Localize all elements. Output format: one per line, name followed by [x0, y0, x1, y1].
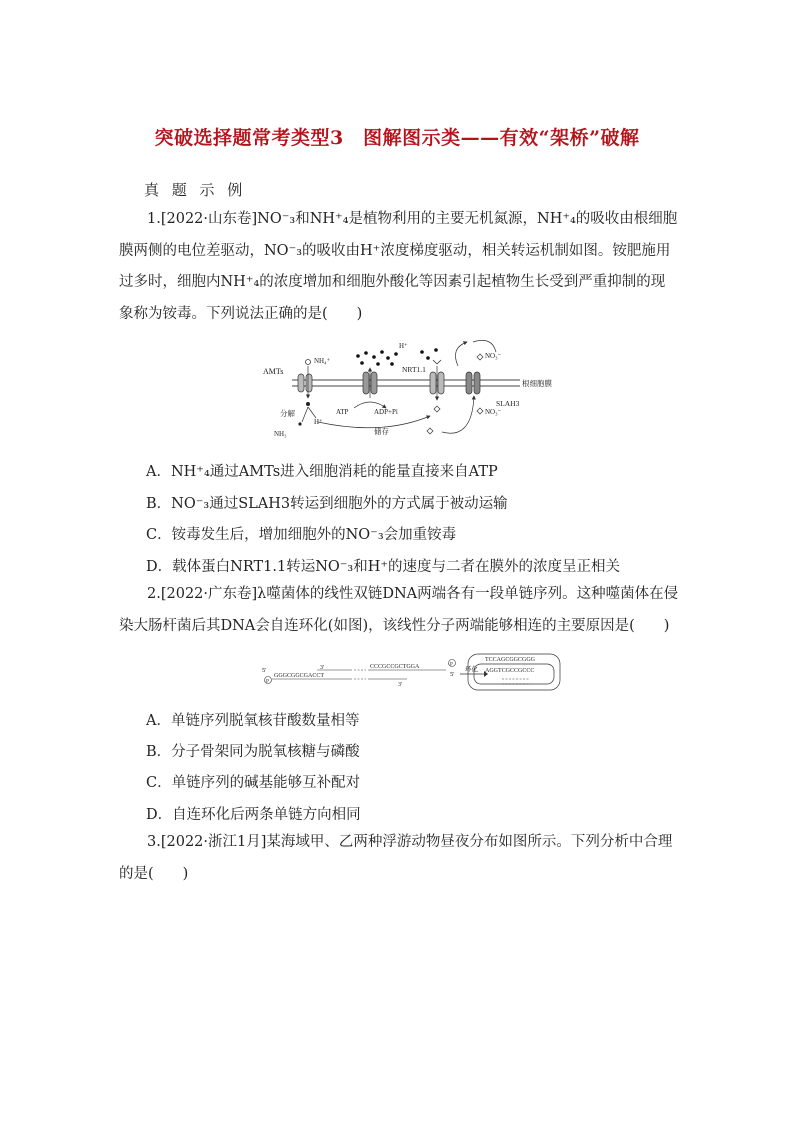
slah3-transporter	[466, 372, 480, 394]
question-2-text: λ噬菌体的线性双链DNA两端各有一段单链序列。这种噬菌体在侵染大肠杆菌后其DNA会自连环化(如图)，该线性分子两端能够相连的主要原因是( )	[119, 586, 679, 634]
storage-label: 储存	[374, 427, 389, 436]
decompose-label: 分解	[280, 409, 295, 418]
question-1-source: [2022·山东卷]	[160, 211, 258, 227]
no3-top-label: NO₃⁻	[485, 352, 502, 360]
question-3-text: 某海域甲、乙两种浮游动物昼夜分布如图所示。下列分析中合理的是( )	[119, 834, 673, 882]
question-1-stem	[119, 204, 679, 330]
question-3-number: 3.	[147, 834, 161, 850]
three-prime-left: 3'	[320, 665, 325, 671]
nh4-label: NH₄⁺	[314, 357, 331, 365]
adp-label: ADP+Pi	[374, 408, 398, 416]
three-prime-right: 3'	[398, 682, 403, 688]
h-bottom-label: H⁺	[314, 418, 323, 426]
question-1-option-b: B．NO⁻₃通过SLAH3转运到细胞外的方式属于被动运输	[146, 496, 508, 512]
proton-dots	[356, 348, 438, 366]
dna-circularization-figure	[262, 650, 562, 692]
amts-transporter	[298, 374, 312, 392]
nh3-label: NH₃	[274, 430, 287, 438]
question-2-stem	[119, 579, 679, 642]
nitrogen-transport-figure	[262, 336, 552, 444]
amts-label: AMTs	[263, 367, 284, 376]
question-3-source: [2022·浙江1月]	[160, 834, 267, 850]
question-1-option-c: C．铵毒发生后，增加细胞外的NO⁻₃会加重铵毒	[146, 527, 457, 543]
phosphate-right: P	[450, 662, 453, 668]
five-prime-left: 5'	[262, 667, 267, 674]
seq-top: CCCGCCGCTGGA	[370, 664, 420, 670]
slah3-label: SLAH3	[496, 399, 520, 408]
question-1-text: NO⁻₃和NH⁺₄是植物利用的主要无机氮源，NH⁺₄的吸收由根细胞膜两侧的电位差驱动，NO⁻₃的吸收由H⁺浓度梯度驱动，相关转运机制如图。铵肥施用过多时，细胞内NH⁺₄的浓度增加和细胞外酸化等因素引起植物生长受到严重抑制的现象称为铵毒。下列说法正确的是( )	[119, 211, 678, 322]
circular-dna	[468, 654, 560, 690]
page-title: 突破选择题常考类型3 图解图示类——有效“架桥”破解	[154, 127, 640, 149]
question-2-number: 2.	[147, 586, 161, 602]
section-heading: 真 题 示 例	[144, 181, 247, 199]
question-2-option-a: A．单链序列脱氧核苷酸数量相等	[146, 713, 360, 729]
linear-dna	[262, 660, 456, 689]
question-1-option-d: D．载体蛋白NRT1.1转运NO⁻₃和H⁺的速度与二者在膜外的浓度呈正相关	[146, 559, 621, 575]
five-prime-right: 5'	[450, 671, 455, 678]
phosphate-left: P	[266, 679, 269, 685]
cell-membrane	[292, 380, 520, 386]
question-1-option-a: A．NH⁺₄通过AMTs进入细胞消耗的能量直接来自ATP	[146, 464, 498, 480]
h-top-label: H⁺	[399, 342, 408, 350]
ring-seq-top: TCCAGCGGCGGG	[485, 657, 536, 663]
no3-bottom-label: NO₃⁻	[485, 408, 502, 416]
arrow-label: 环化	[465, 666, 478, 673]
ring-seq-bottom: AGGTCGCCGCCC	[485, 668, 535, 674]
question-2-option-b: B．分子骨架同为脱氧核糖与磷酸	[146, 744, 360, 760]
seq-bottom: GGGCGGCGACCT	[274, 673, 325, 679]
question-2-source: [2022·广东卷]	[160, 586, 258, 602]
question-2-option-d: D．自连环化后两条单链方向相同	[146, 807, 361, 823]
question-3-stem	[119, 827, 679, 890]
nrt-label: NRT1.1	[402, 365, 426, 374]
question-1-number: 1.	[147, 211, 161, 227]
atp-label: ATP	[336, 408, 349, 416]
membrane-label: 根细胞膜	[522, 379, 552, 388]
question-2-option-c: C．单链序列的碱基能够互补配对	[146, 775, 361, 791]
